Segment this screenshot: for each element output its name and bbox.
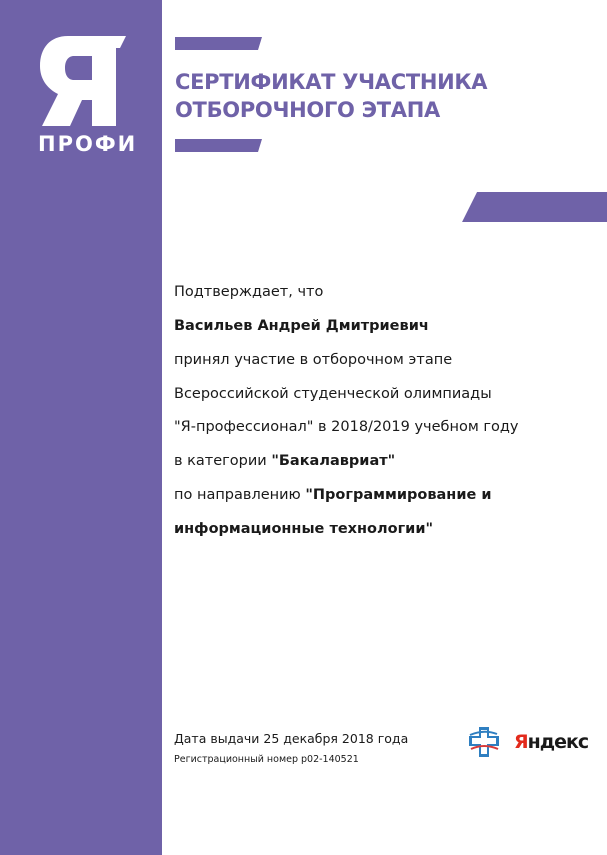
participation-line: принял участие в отборочном этапе: [174, 352, 453, 368]
direction-value-part2: информационные технологии": [174, 521, 434, 537]
issue-date: Дата выдачи 25 декабря 2018 года: [174, 731, 409, 746]
direction-value-part1: "Программирование и: [305, 487, 492, 503]
title-line-2: ОТБОРОЧНОГО ЭТАПА: [175, 98, 440, 122]
registration-number: Регистрационный номер р02-140521: [174, 754, 359, 765]
category-prefix: в категории: [174, 453, 272, 469]
direction-prefix: по направлению: [174, 487, 306, 503]
certificate-title: [175, 68, 595, 124]
category-line: [174, 453, 395, 469]
title-line-1: СЕРТИФИКАТ УЧАСТНИКА: [175, 70, 488, 94]
category-value: "Бакалавриат": [271, 453, 396, 469]
yandex-logo: [514, 731, 588, 753]
yandex-logo-first-letter: Я: [514, 731, 528, 753]
confirms-line: Подтверждает, что: [174, 284, 324, 300]
olympiad-year-line: "Я-профессионал" в 2018/2019 учебном году: [174, 419, 519, 435]
rsm-logo-icon: [466, 725, 502, 759]
participant-name: Васильев Андрей Дмитриевич: [174, 318, 429, 334]
logo-caption: ПРОФИ: [38, 132, 138, 156]
yandex-logo-rest: ндекс: [527, 731, 589, 753]
olympiad-line: Всероссийской студенческой олимпиады: [174, 386, 492, 402]
direction-line: [174, 487, 492, 503]
